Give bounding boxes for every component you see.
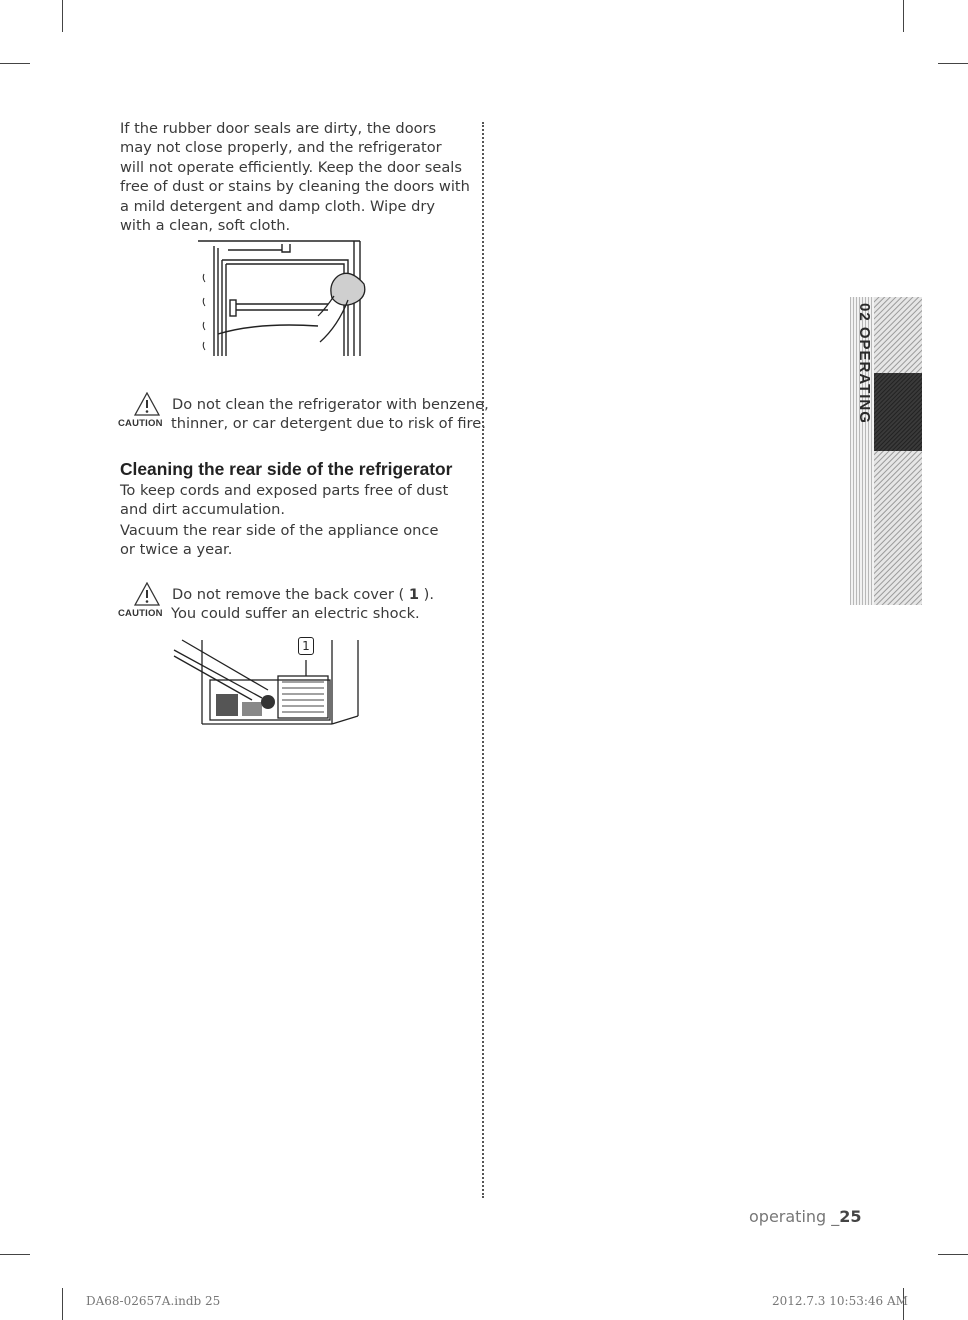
caution-label: CAUTION xyxy=(118,608,163,619)
caution-text-part: Do not remove the back cover ( xyxy=(172,586,409,603)
page-footer xyxy=(749,1207,862,1226)
crop-mark xyxy=(938,1254,968,1255)
footer-section: operating _ xyxy=(749,1207,840,1226)
print-timestamp: 2012.7.3 10:53:46 AM xyxy=(772,1294,908,1308)
crop-mark xyxy=(938,63,968,64)
caution-text-part: ). xyxy=(419,586,434,603)
rear-vacuum-paragraph: Vacuum the rear side of the appliance once or twice a year. xyxy=(120,522,439,559)
caution-text: thinner, or car detergent due to risk of fire. xyxy=(171,415,486,432)
section-heading: Cleaning the rear side of the refrigerator xyxy=(120,459,453,479)
caution-shock-note xyxy=(118,582,478,626)
door-seal-cleaning-illustration xyxy=(198,238,366,358)
crop-mark xyxy=(62,1288,63,1320)
door-seal-paragraph: If the rubber door seals are dirty, the doors may not close properly, and the refrigerator will not operate efficiently. Keep the door seals free of dust or stains by cleaning the doors with a mild detergent and damp cloth. Wipe dry with a clean, soft cloth. xyxy=(120,120,470,235)
callout-box: 1 xyxy=(298,637,314,655)
column-divider xyxy=(482,122,484,1198)
caution-text xyxy=(172,586,434,603)
caution-text: You could suffer an electric shock. xyxy=(171,605,420,622)
crop-mark xyxy=(0,1254,30,1255)
chapter-side-tab xyxy=(850,297,922,605)
rear-vacuum-illustration xyxy=(172,632,362,732)
print-file-info: DA68-02657A.indb 25 xyxy=(86,1294,221,1308)
caution-fire-note xyxy=(118,392,489,436)
callout-number: 1 xyxy=(408,586,420,603)
caution-label: CAUTION xyxy=(118,418,163,429)
crop-mark xyxy=(903,0,904,32)
chapter-tab-label: 02 OPERATING xyxy=(856,303,873,424)
crop-mark xyxy=(0,63,30,64)
page-number: 25 xyxy=(839,1207,862,1226)
rear-cleaning-paragraph: To keep cords and exposed parts free of dust and dirt accumulation. xyxy=(120,482,449,519)
caution-text: Do not clean the refrigerator with benzene, xyxy=(172,396,489,413)
crop-mark xyxy=(62,0,63,32)
